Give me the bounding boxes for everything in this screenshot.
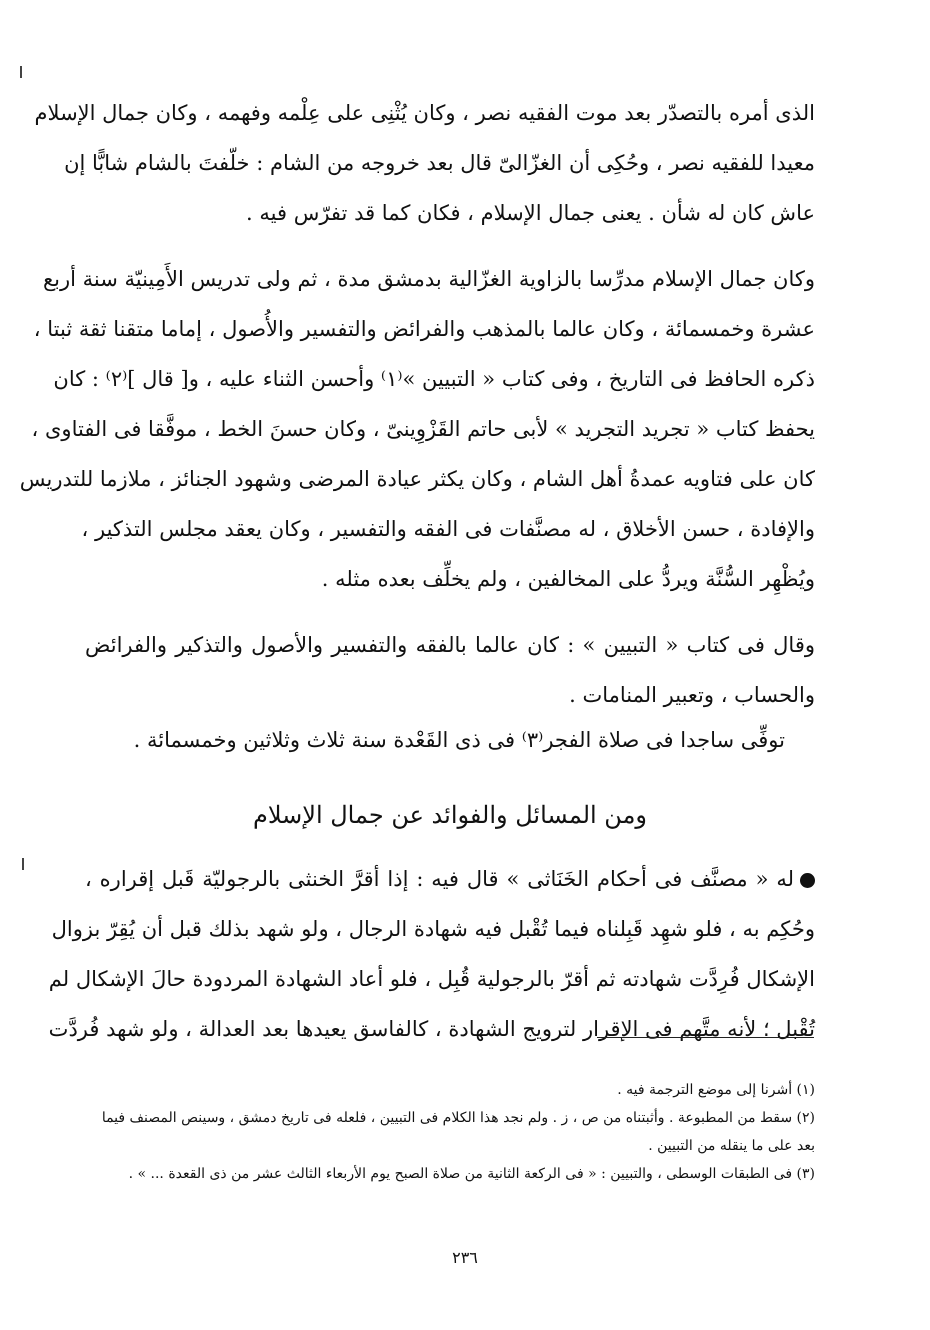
footnote: (١) أشرنا إلى موضع الترجمة فيه .	[617, 1082, 815, 1098]
footnote: (٣) فى الطبقات الوسطى ، والتبيين : « فى الركعة الثانية من صلاة الصبح يوم الأربعاء الثالث عشر من ذى القعدة ... » .	[128, 1166, 815, 1182]
margin-mark-top	[20, 66, 22, 78]
footnotes	[85, 1076, 815, 1188]
footnote: (٢) سقط من المطبوعة . وأثبتناه من ص ، ز . ولم نجد هذا الكلام فى التبيين ، فلعله فى تاريخ دمشق ، وسينص المصنف فيما	[101, 1110, 815, 1126]
paragraph-3	[85, 620, 815, 760]
text-line: وقال فى كتاب « التبيين » : كان عالما بالفقه والتفسير والأصول والتذكير والفرائض	[85, 633, 815, 657]
text-line: تُقْبل ؛ لأنه متَّهم فى الإقرار لترويج الشهادة ، كالفاسق يعيدها بعد العدالة ، ولو شهد فُردَّت	[48, 1017, 815, 1041]
text-line: وكان جمال الإسلام مدرِّسا بالزاوية الغزّالية بدمشق مدة ، ثم ولى تدريس الأَمِينيّة سنة أربع	[42, 267, 815, 291]
text-line: ويُظْهِر السُّنَّة ويردُّ على المخالفين ، ولم يخلِّف بعده مثله .	[321, 567, 815, 591]
page-number: ٢٣٦	[452, 1248, 478, 1267]
text-line: والإفادة ، حسن الأخلاق ، له مصنَّفات فى الفقه والتفسير ، وكان يعقد مجلس التذكير ،	[81, 517, 815, 541]
text-line: الإشكال فُرِدَّت شهادته ثم أقرّ بالرجولية قُبِل ، فلو أعاد الشهادة المردودة حالَ الإشكال لم	[48, 967, 815, 991]
page-body	[19, 88, 815, 1054]
footnote: بعد على ما ينقله من التبيين .	[648, 1138, 815, 1154]
text-line: معيدا للفقيه نصر ، وحُكِى أن الغزّالىّ قال بعد خروجه من الشام : خلّفتَ بالشام شابًّا إن	[64, 151, 815, 175]
section-heading: ومن المسائل والفوائد عن جمال الإسلام	[252, 801, 648, 829]
text-line: وحُكِم به ، فلو شهِد قَبِلناه فيما تُقْبل فيه شهادة الرجال ، ولو شهد بذلك قبل أن يُقِرّ بزوال	[51, 917, 815, 941]
text-span: له « مصنَّف فى أحكام الخَنَاثى » قال فيه : إذا أقرَّ الخنثى بالرجوليّة قَبل إقراره ،	[85, 867, 794, 891]
text-line	[85, 854, 815, 904]
paragraph-2	[19, 254, 815, 604]
text-line: والحساب ، وتعبير المنامات .	[569, 683, 815, 707]
footnote-divider	[597, 1037, 814, 1038]
text-line: كان على فتاويه عمدةُ أهل الشام ، وكان يكثر عيادة المرضى وشهود الجنائز ، ملازما للتدريس	[19, 467, 815, 491]
text-line: عاش كان له شأن . يعنى جمال الإسلام ، فكان كما قد تفرّس فيه .	[246, 201, 815, 225]
text-line: يحفظ كتاب « تجريد التجريد » لأبى حاتم القَزْوِينىّ ، وكان حسنَ الخط ، موفَّقا فى الفتاوى ،	[31, 417, 815, 441]
margin-mark-mid	[22, 858, 24, 870]
section-paragraph	[48, 854, 815, 1054]
text-line: ذكره الحافظ فى التاريخ ، وفى كتاب « التبيين »⁽١⁾ وأحسن الثناء عليه ، و[ قال ]⁽٢⁾ : كان	[53, 367, 815, 391]
text-line: عشرة وخمسمائة ، وكان عالما بالمذهب والفرائض والتفسير والأُصول ، إماما متقنا ثقة ثبتا ،	[33, 317, 815, 341]
text-line: توفِّى ساجدا فى صلاة الفجر⁽٣⁾ فى ذى القَعْدة سنة ثلاث وثلاثين وخمسمائة .	[133, 728, 785, 752]
text-line: الذى أمره بالتصدّر بعد موت الفقيه نصر ، وكان يُثْنِى على عِلْمه وفهمه ، وكان جمال الإسلام	[34, 101, 815, 125]
paragraph-1	[34, 88, 815, 238]
bullet-icon	[800, 873, 815, 888]
